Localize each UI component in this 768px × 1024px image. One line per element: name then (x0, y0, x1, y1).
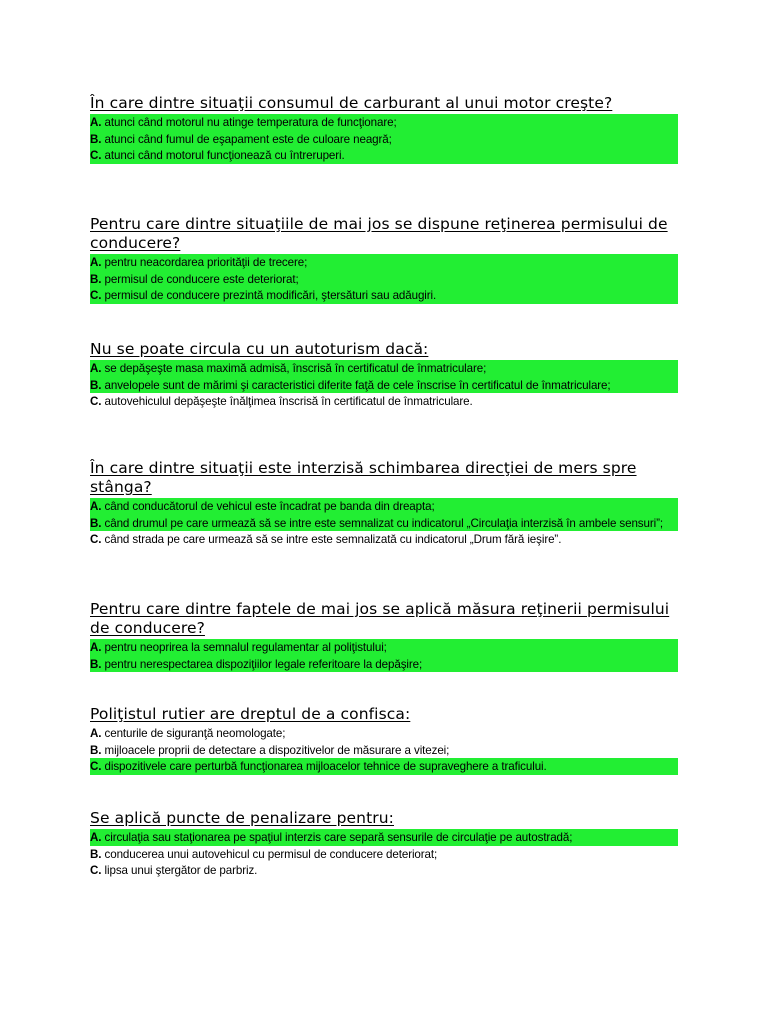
answer-text: permisul de conducere este deteriorat; (101, 272, 299, 286)
answer-text: lipsa unui ştergător de parbriz. (101, 864, 258, 877)
answer-letter: C. (90, 533, 102, 546)
answer-letter: A. (90, 500, 102, 513)
answer-text: permisul de conducere prezintă modificări, ştersături sau adăugiri. (101, 289, 437, 302)
answer-letter: B. (90, 657, 102, 671)
answer-letter: B. (90, 743, 102, 757)
question-3 (90, 340, 678, 410)
answer-letter: C. (90, 864, 102, 877)
answer-text: pentru nerespectarea dispoziţiilor legale referitoare la depăşire; (101, 657, 423, 671)
answer-letter: A. (90, 256, 102, 269)
answer-c (90, 531, 678, 548)
answer-c (90, 287, 678, 304)
answer-b (90, 846, 678, 863)
answer-letter: A. (90, 727, 102, 740)
answer-letter: C. (90, 760, 102, 773)
answer-text: pentru neacordarea priorităţii de trecere; (101, 256, 308, 269)
answer-letter: A. (90, 362, 102, 375)
answer-a (90, 829, 678, 846)
answer-text: centurile de siguranţă neomologate; (101, 727, 286, 740)
answer-text: mijloacele proprii de detectare a dispozitivelor de măsurare a vitezei; (101, 743, 450, 757)
question-title: Nu se poate circula cu un autoturism dacă: (90, 340, 429, 358)
answer-text: când strada pe care urmează să se intre este semnalizată cu indicatorul „Drum fără ieşire”. (101, 533, 562, 546)
answer-a (90, 639, 678, 656)
answer-letter: A. (90, 116, 102, 129)
question-6 (90, 705, 678, 775)
answer-c (90, 393, 678, 410)
answer-b (90, 515, 678, 532)
answer-text: conducerea unui autovehicul cu permisul de conducere deteriorat; (101, 847, 438, 861)
answer-letter: B. (90, 516, 102, 530)
answer-letter: A. (90, 641, 102, 654)
answer-b (90, 377, 678, 394)
question-5 (90, 600, 678, 672)
answer-letter: B. (90, 378, 102, 392)
answer-a (90, 725, 678, 742)
question-title: În care dintre situaţii consumul de carburant al unui motor creşte? (90, 94, 613, 112)
question-4 (90, 459, 678, 548)
question-title: Poliţistul rutier are dreptul de a confisca: (90, 705, 411, 723)
answer-text: autovehiculul depăşeşte înălţimea înscrisă în certificatul de înmatriculare. (101, 395, 473, 408)
answer-b (90, 271, 678, 288)
question-7 (90, 809, 678, 879)
question-title: În care dintre situaţii este interzisă schimbarea direcţiei de mers spre stânga? (90, 459, 637, 496)
answer-text: pentru neoprirea la semnalul regulamentar al poliţistului; (101, 641, 387, 654)
answer-b (90, 656, 678, 673)
answer-letter: B. (90, 132, 102, 146)
answer-a (90, 254, 678, 271)
question-title: Se aplică puncte de penalizare pentru: (90, 809, 394, 827)
answer-a (90, 114, 678, 131)
answer-letter: A. (90, 831, 102, 844)
answer-text: dispozitivele care perturbă funcţionarea mijloacelor tehnice de supraveghere a traficului. (101, 760, 547, 773)
question-2 (90, 215, 678, 304)
answer-text: anvelopele sunt de mărimi şi caracteristici diferite faţă de cele înscrise în certificatul de înmatriculare; (101, 378, 611, 392)
answer-c (90, 147, 678, 164)
answer-c (90, 758, 678, 775)
answer-letter: C. (90, 289, 102, 302)
answer-a (90, 498, 678, 515)
answer-letter: B. (90, 847, 102, 861)
answer-b (90, 131, 678, 148)
answer-letter: C. (90, 395, 102, 408)
question-title: Pentru care dintre situaţiile de mai jos se dispune reţinerea permisului de conducere? (90, 215, 668, 252)
question-1 (90, 94, 678, 164)
answer-b (90, 742, 678, 759)
answer-text: când drumul pe care urmează să se intre este semnalizat cu indicatorul „Circulaţia interzisă în ambele sensuri”; (101, 516, 663, 530)
question-title: Pentru care dintre faptele de mai jos se aplică măsura reţinerii permisului de conducere? (90, 600, 670, 637)
answer-letter: C. (90, 149, 102, 162)
answer-text: se depăşeşte masa maximă admisă, înscrisă în certificatul de înmatriculare; (101, 362, 487, 375)
answer-c (90, 862, 678, 879)
answer-text: atunci când fumul de eşapament este de culoare neagră; (101, 132, 392, 146)
answer-text: atunci când motorul nu atinge temperatura de funcţionare; (101, 116, 397, 129)
answer-a (90, 360, 678, 377)
answer-text: circulaţia sau staţionarea pe spaţiul interzis care separă sensurile de circulaţie pe autostradă; (101, 831, 573, 844)
answer-text: când conducătorul de vehicul este încadrat pe banda din dreapta; (101, 500, 435, 513)
answer-letter: B. (90, 272, 102, 286)
answer-text: atunci când motorul funcţionează cu întreruperi. (101, 149, 345, 162)
